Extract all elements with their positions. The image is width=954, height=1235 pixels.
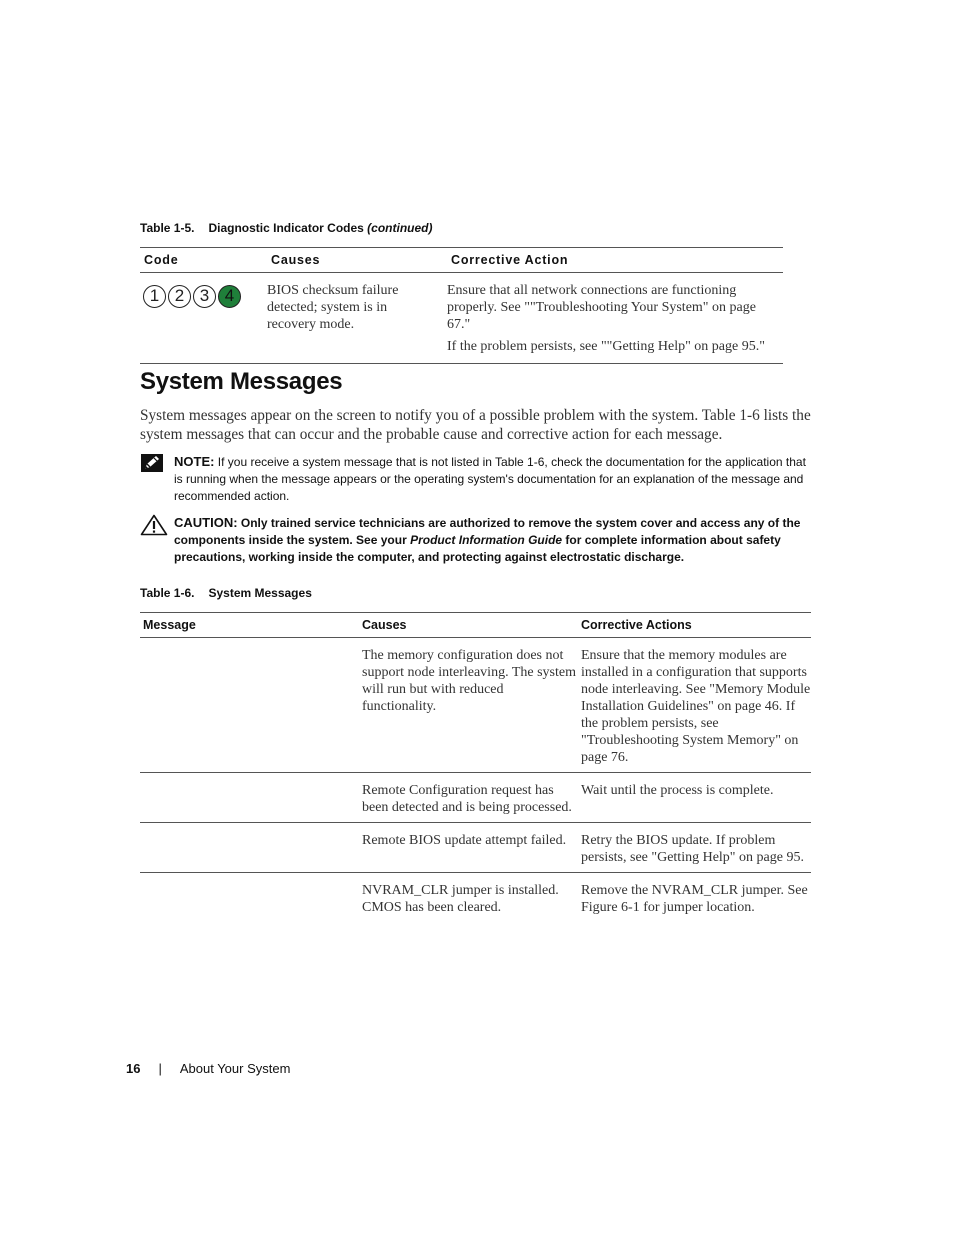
note-label: NOTE:: [174, 454, 215, 469]
table-1-6-number: Table 1-6.: [140, 586, 195, 600]
column-header-code: Code: [144, 253, 179, 267]
message-cell: [140, 638, 359, 773]
diagnostic-leds: [140, 285, 267, 308]
page-number: 16: [126, 1061, 141, 1076]
section-heading: System Messages: [140, 368, 343, 395]
table-1-6-caption: [140, 586, 312, 600]
table-1-6-title: System Messages: [208, 586, 312, 600]
message-cell: [140, 823, 359, 873]
table-row: [140, 873, 811, 923]
action-paragraph: Ensure that all network connections are functioning properly. See ""Troubleshooting Your System" on page 67.": [447, 283, 756, 332]
table-row: [140, 773, 811, 823]
table-row: [140, 273, 783, 364]
page-footer: [126, 1061, 290, 1076]
diagnostic-led-1-icon: 1: [143, 285, 166, 308]
caution-text: for complete information about safety precautions, working inside the computer, and protecting against electrostatic discharge.: [174, 533, 781, 564]
table-1-5-title: Diagnostic Indicator Codes: [208, 221, 364, 235]
table-1-5-number: Table 1-5.: [140, 221, 195, 235]
intro-paragraph: System messages appear on the screen to notify you of a possible problem with the system. Table 1-6 lists the system messages that can occur and the probable cause and corrective action for each message.: [140, 407, 811, 443]
column-header-message: Message: [143, 618, 196, 632]
column-header-corrective-actions: Corrective Actions: [581, 618, 692, 632]
cause-cell: Remote Configuration request has been detected and is being processed.: [362, 783, 572, 815]
action-cell: Ensure that the memory modules are installed in a configuration that supports node interleaving. See "Memory Module Installation Guidelines" on page 46. If the problem persists, see "Troubleshooting System Memory" on page 76.: [581, 648, 811, 765]
chapter-title: About Your System: [179, 1061, 291, 1076]
diagnostic-led-3-icon: 3: [193, 285, 216, 308]
column-header-causes: Causes: [362, 618, 407, 632]
action-paragraph: If the problem persists, see ""Getting Help" on page 95.": [447, 339, 765, 354]
note-text: If you receive a system message that is not listed in Table 1-6, check the documentation for the application that is running when the message appears or the operating system's documentation for an explanation of the message and recommended action.: [174, 455, 806, 503]
table-1-5-caption: [140, 221, 433, 235]
message-cell: [140, 873, 359, 923]
cause-cell: Remote BIOS update attempt failed.: [362, 833, 567, 848]
table-1-5-continued: (continued): [367, 221, 433, 235]
caution-label: CAUTION:: [174, 515, 238, 530]
action-cell: Wait until the process is complete.: [581, 783, 774, 798]
caution-block: [140, 514, 815, 566]
footer-separator: |: [158, 1061, 162, 1076]
table-row: [140, 638, 811, 773]
code-cell: [140, 273, 267, 364]
table-header-row: [140, 248, 783, 273]
cause-cell: NVRAM_CLR jumper is installed. CMOS has been cleared.: [362, 883, 559, 915]
warning-triangle-icon: [140, 514, 168, 541]
message-cell: [140, 773, 359, 823]
diagnostic-indicator-codes-table: [140, 247, 783, 364]
note-block: [140, 453, 815, 505]
system-messages-table: [140, 612, 811, 922]
cause-cell: [267, 273, 447, 364]
table-row: [140, 823, 811, 873]
caution-guide-title: Product Information Guide: [410, 533, 563, 547]
action-cell: [447, 273, 783, 364]
action-cell: Remove the NVRAM_CLR jumper. See Figure 6-1 for jumper location.: [581, 883, 808, 915]
table-header-row: [140, 613, 811, 638]
pencil-note-icon: [140, 453, 164, 478]
caution-text: Only trained service technicians are authorized to remove the system cover and access any of the components inside the system. See your: [174, 516, 801, 547]
cause-cell: The memory configuration does not support node interleaving. The system will run but with reduced functionality.: [362, 648, 576, 714]
column-header-causes: Causes: [271, 253, 321, 267]
column-header-corrective-action: Corrective Action: [451, 253, 569, 267]
cause-text: BIOS checksum failure detected; system is in recovery mode.: [267, 283, 399, 332]
diagnostic-led-2-icon: 2: [168, 285, 191, 308]
diagnostic-led-4-icon: 4: [218, 285, 241, 308]
action-cell: Retry the BIOS update. If problem persists, see "Getting Help" on page 95.: [581, 833, 804, 865]
